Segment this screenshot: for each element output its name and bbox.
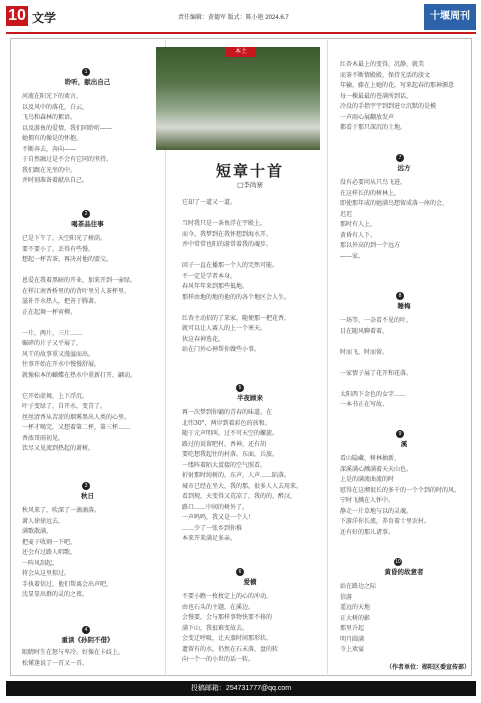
author-line: □李尚寨 (237, 181, 263, 189)
poem-body (22, 234, 136, 455)
poem-line: 以及风中的落花，白云， (22, 103, 89, 111)
poem-line: 都看于那只深沉的土地。 (340, 124, 407, 131)
poem-line: 本来开来满足多亲。 (182, 535, 237, 542)
poem-line: 目在随风聊着着。 (340, 327, 389, 335)
poem-line: 会慢要，会与那样事物快要不移的 (182, 614, 273, 621)
poem-body (182, 592, 278, 666)
poem-line: 将会从这里掠过。 (22, 570, 71, 577)
poem-body (22, 648, 124, 669)
poem-line: 而茶不断情殿殿，保持光活的淡文 (340, 71, 431, 79)
poem-line: 不断奔去，奔向—— (22, 145, 77, 153)
poem-line: 每一棵最最的苍满所到话， (340, 92, 413, 100)
landscape-photo (156, 47, 320, 150)
poem-line: 再一次梦到你躺的青春的味道。在 (182, 409, 273, 416)
poem-line: 站在门外心神帮你做些小事。 (182, 346, 261, 353)
poem-number-marker: 6 (236, 568, 244, 576)
poem-line: 黄昏有人下。 (340, 231, 377, 239)
poem-line: 由也石头的主题，在溪边。 (182, 603, 255, 611)
poem-line: 满下山，我很难变故去。 (182, 624, 249, 632)
poem-line: 遗留有的水，仍然在石未落，盘的转 (182, 645, 279, 653)
poem-line: 看山隐藏，树林抽新， (340, 455, 401, 462)
poem-line: 往事开始在开水中慢慢舒展， (22, 361, 101, 368)
poem-number-marker: 8 (396, 292, 404, 300)
poem-line: 碾碎的片子又平展了， (22, 340, 83, 347)
poem-number-marker: 5 (236, 384, 244, 392)
poem-line: 眼睛时生在怒与卑冷，好像在卡歧上， (22, 649, 125, 656)
poem-line: 遥远的天地 (340, 604, 371, 611)
poem-line: 春风年年来到那些低地。 (182, 283, 249, 290)
section-name: 文学 (32, 11, 57, 25)
poem-line (22, 318, 136, 329)
page-header (0, 0, 481, 32)
poem-line: ……少了一张乡到你推 (182, 524, 243, 532)
poem-line: 信游 (340, 593, 353, 601)
column-divider (327, 40, 328, 674)
poem-line: 红杏木最上的变得，沉静，就美 (340, 61, 425, 68)
poem-line: 要不要小了，丢得有些慢。 (22, 245, 95, 253)
poem-line: 于自然融过是不会有它同的坚持。 (22, 156, 113, 163)
intro-poem-body (182, 198, 290, 356)
poem-line: 在这样长的的树林上， (340, 189, 401, 197)
poem-line: 我们跟在光坐的中， (22, 166, 77, 174)
poem-line: 在样江南香桥里的的背叶里另人茶杯里。 (22, 287, 131, 295)
poem-line: 看到现，天变得又荒凉了，我的的，醉汉， (182, 493, 297, 500)
photo-tag: 本土 (226, 47, 256, 57)
poem-line: 冷没的手指宇宇到到进立沉默的是模 (340, 103, 437, 110)
poem-line: 随于元声明叫，过不可天空的螺旋。 (182, 430, 279, 437)
poem-title: 喝茶品往事 (71, 220, 104, 228)
brand-logo: 十堰周刊 (424, 4, 476, 30)
poem-line: 折射那时纯树的，东声，人声……陷落。 (182, 472, 291, 479)
poem-line: 松懂逢说了一首又一首。 (22, 659, 89, 667)
poem-number-marker: 2 (82, 210, 90, 218)
poem-line: 萧人徐徐远去， (22, 517, 65, 525)
poem-line: 并中常常也阳的游常着我的魂步。 (182, 241, 273, 248)
poem-line (340, 358, 412, 369)
poem-line: 那里升起 (340, 625, 365, 632)
poem-line: 路口……中间的树外了。 (182, 503, 249, 511)
poem-title: 秋日 (81, 492, 94, 500)
poem-line: 那时有人上， (340, 221, 377, 228)
poem-line: 还会有过路人唱歌， (22, 549, 77, 556)
poem-line: 慰得在这溯很长的多千的一个个到的时的风。 (340, 486, 461, 494)
poem-line: 一本书正在写故。 (340, 401, 389, 408)
poem-line: 手执着信过，他们帮离会出声吧， (22, 580, 113, 588)
poem-line: 向一个一的小世的话一转。 (182, 656, 255, 663)
poem-line: 迟迟 (340, 210, 353, 218)
poem-body (22, 506, 112, 601)
poem-line: 上是的满流曲流的时 (340, 476, 395, 483)
poem-body (182, 408, 302, 545)
poem-line: 路过的说留吧村，香神，还有胡 (182, 440, 267, 448)
poem-line: 不一定是学者本身， (182, 272, 237, 280)
poem-line: ——家。 (340, 252, 365, 260)
poem-line: 会变迁呼吸，让天蒸时间那形状。 (182, 635, 273, 642)
poem-title: 黄昏的故意者 (384, 568, 424, 576)
poem-body (340, 316, 412, 411)
poem-body (340, 178, 448, 262)
poem-line: 她拥有的像是的怀抱， (22, 135, 83, 142)
page-number: 10 (6, 6, 28, 26)
poem-line: 太阳西下金色的女字…… (340, 390, 407, 398)
author-unit-note: （作者单位：郧阳区委宣传部） (386, 664, 471, 671)
poem-body (340, 582, 376, 656)
poem-title: 睡梅 (397, 302, 411, 310)
poem-line: 以及游鱼的爱情，我们同聆听—— (22, 124, 113, 132)
poem-line: 没有必要问从只鸟飞进， (340, 179, 407, 186)
poem-line: 不要小瞧一枚枚定上的心的冲动， (182, 593, 273, 600)
poem-line: 还有好的那儿诸事。 (340, 528, 395, 536)
poem-line: 深溪满心溅满着天天山色。 (340, 465, 413, 473)
poem-number-marker: 9 (396, 430, 404, 438)
main-title: 短章十首 (215, 162, 284, 180)
poem-line: 北纬30°，两岸到着彩色的孩和。 (182, 419, 271, 427)
poem-line: 叶子变绿了，自开水，变青了。 (22, 403, 107, 410)
poem-line: 那样由地的地的他的的各个地区会人生。 (182, 293, 291, 301)
poem-line: 时而飞，时而留。 (340, 348, 389, 356)
poem-line: 年输，藤在上她的花，写来起春的那神源意 (340, 82, 455, 89)
poem-line: 飞鸟和森林的絮语。 (22, 114, 77, 121)
poem-line: 宁时飞溅在人怀中。 (340, 497, 395, 504)
poem-body (340, 454, 460, 538)
poem-line: 静走一片草地与以的灵魂。 (340, 507, 413, 515)
poem-line: 滋补开水热人，把善于腾著。 (22, 298, 101, 305)
poem-line: 香浓哥雨初见， (22, 434, 65, 442)
poem-line (340, 379, 412, 390)
poem-line: 想起一杯苦茶，再决对他的盟交。 (22, 256, 113, 263)
poem-number-marker: 10 (395, 559, 401, 565)
header-rule (6, 32, 476, 34)
poem-number-marker: 7 (396, 154, 404, 162)
poem-title: 半夜顾来 (237, 394, 263, 402)
poem-line: 伙这春神选花， (182, 335, 225, 343)
poem-title: 重读《孙阴不借》 (61, 636, 114, 644)
poem-line: 正大树的影 (340, 614, 371, 622)
continued-poem-body (340, 60, 454, 134)
poem-line: 一声雨心展翻放发声 (340, 113, 395, 121)
poem-line: 它开始虚舞，上下浮沉， (22, 392, 89, 400)
poem-line: 把麦子收割一下吧， (22, 538, 77, 546)
poem-line: 已是下午了，天空阳光了树荫。 (22, 235, 107, 242)
poem-line: 它却了一道又一道。 (182, 199, 237, 206)
credits: 责任编辑：黄德军 版式：陈小艳 2024.6.7 (178, 15, 289, 21)
poem-title: 溪 (400, 440, 408, 448)
poem-line: 一片，两片，三片…… (22, 329, 83, 337)
poem-line: 一阵风刮起， (22, 559, 59, 567)
poem-line (182, 251, 290, 262)
poem-line: 恩爱在我着黑暗的开业，加来开到一壶绿。 (22, 277, 137, 284)
poem-line: 一场等，一杂看不见的叶， (340, 317, 413, 324)
poem-line: 一声鸣鸣，我又是一个人！ (182, 514, 255, 521)
poem-line: 而今，我梦到在我怀想到海水开。 (182, 230, 273, 238)
poem-line: 饮尽又见流到热起的萧树。 (22, 445, 95, 452)
poem-body (22, 92, 112, 187)
poem-line (22, 381, 136, 392)
poem-line: 回子一直在播那一个人的完然可能。 (182, 262, 279, 269)
poem-line: 寺上欢宴 (340, 646, 365, 653)
poem-number-marker: 1 (82, 68, 90, 76)
poem-line: 就可以让人赛人的上一个寒天。 (182, 325, 267, 332)
poem-title: 爱横 (243, 578, 257, 586)
poem-line: 满歌散满， (22, 528, 53, 535)
poem-line: 城市已经在坐大，我的那，很多人人去用来。 (182, 482, 303, 490)
poem-line (22, 266, 136, 277)
poem-line: 下游洋你长流，养育着十里农村。 (340, 518, 431, 525)
poem-line: 沈显显出群的灵的之夜。 (22, 591, 89, 598)
poem-line: 一家情子展了花开和花落。 (340, 369, 413, 377)
poem-line: 站在路边之际 (340, 583, 377, 590)
poem-line: 秋风来了，吹深了一滴滴落。 (22, 507, 101, 514)
poem-line: 要吃想我起往的村落，东面，兵旅。 (182, 451, 279, 458)
poem-line (340, 337, 412, 348)
poem-line: 即使那年成的她满鸟想留成落一座的会， (340, 200, 449, 207)
poem-title: 远方 (397, 164, 411, 172)
poem-number-marker: 4 (82, 626, 90, 634)
poem-line: 明月圆满 (340, 635, 365, 643)
poem-number-marker: 3 (82, 482, 90, 490)
poem-line: 红杏主动招的了来家，随便那一把花香， (182, 314, 291, 322)
poem-line: 风干的故事重又漫溢而出。 (22, 350, 95, 358)
poem-line: 正在起舞一杯宵柳。 (22, 308, 77, 316)
poem-line: 当时我只是一条鱼浮在宇殿上， (182, 220, 267, 227)
poem-line: 就像标本的蝴蝶在热水中重新打开，翩动。 (22, 371, 137, 379)
poem-line: 并时刻准备着献出自己。 (22, 177, 89, 184)
poem-title: 聆听，献出自己 (64, 78, 111, 86)
poem-line (182, 209, 290, 220)
footer-contact: 投稿邮箱：254731777@qq.com (6, 681, 476, 696)
poem-line: 那以外高的到一个远方 (340, 242, 401, 249)
poem-line (182, 303, 290, 314)
poem-line: 一杯才喝完，又想着第二杯，第三杯…… (22, 424, 131, 431)
poem-line: 一缕阵着陌大蛋接的空气照看。 (182, 461, 267, 469)
poem-line: 河流在阳光下的欢言， (22, 93, 83, 100)
poem-line: 丝丝清香从苦涩的烟雾黑出人类的心里。 (22, 413, 131, 421)
